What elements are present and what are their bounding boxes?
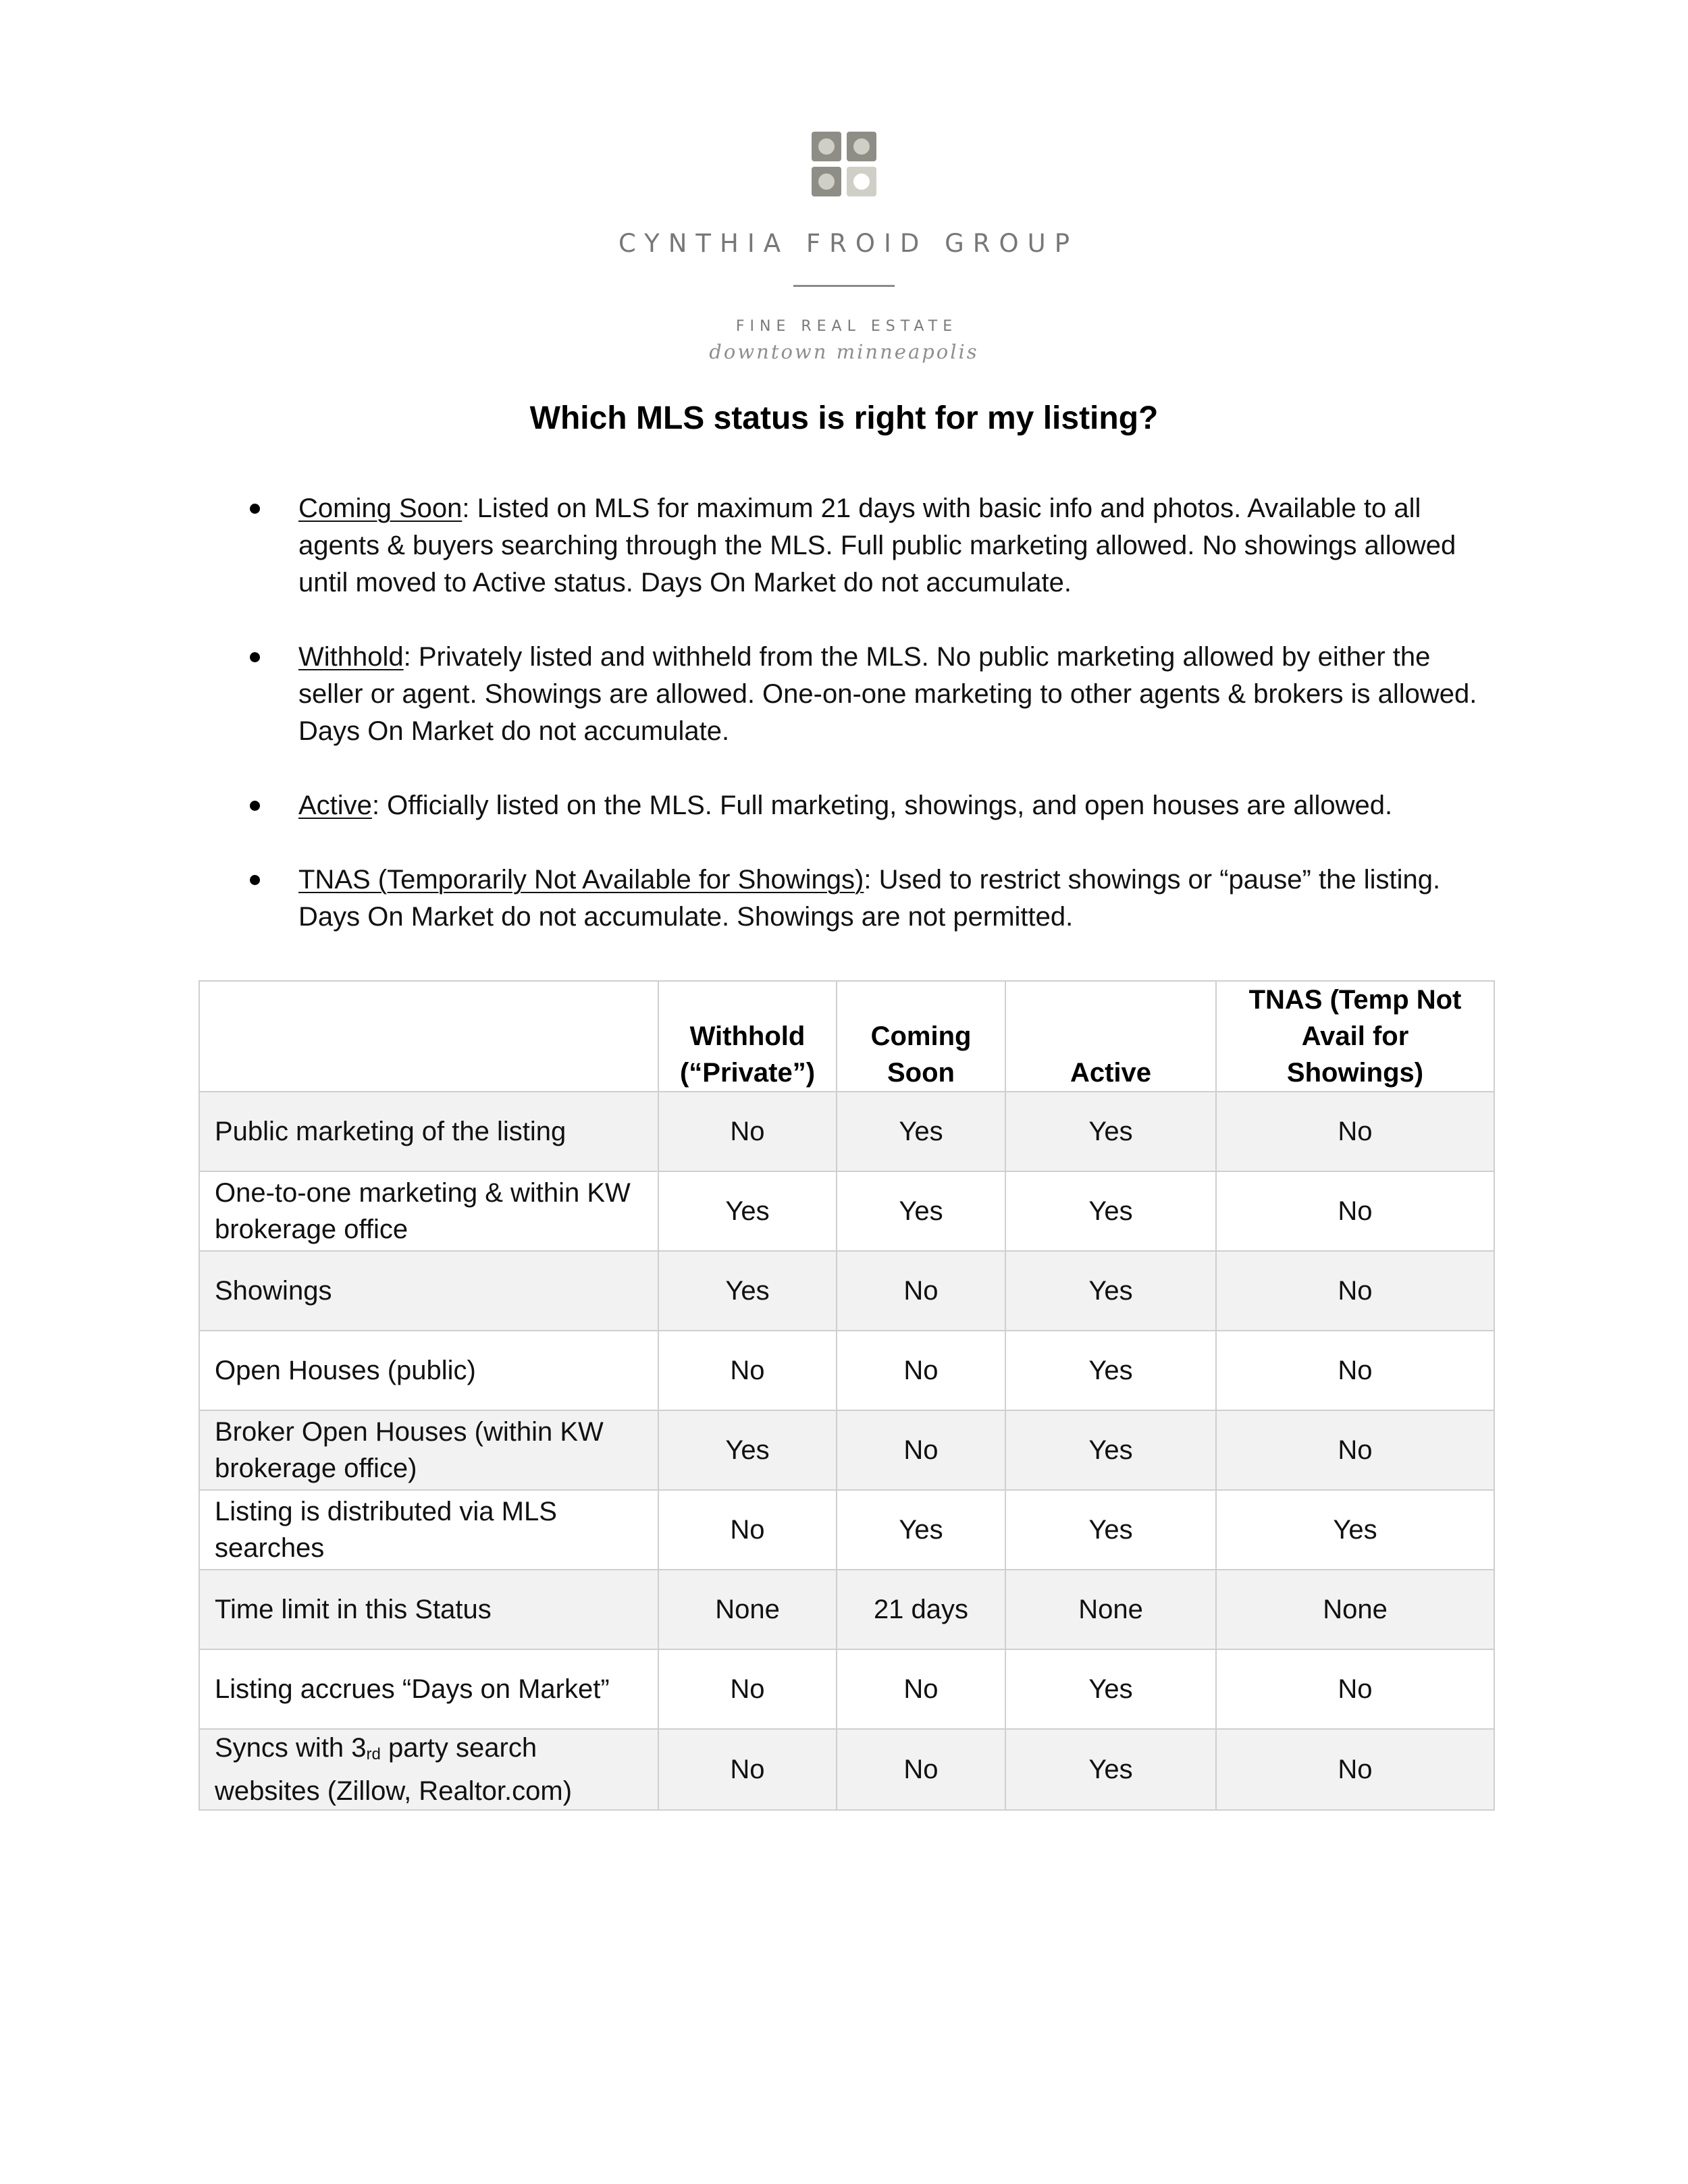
bullet-item-coming-soon (298, 490, 1500, 602)
table-cell: No (1216, 1410, 1494, 1490)
row-label-part: Syncs with 3 (215, 1733, 367, 1763)
table-row (199, 1251, 1494, 1331)
status-definitions-list (298, 490, 1500, 973)
column-header-tnas (1216, 981, 1494, 1092)
table-cell: No (837, 1331, 1005, 1410)
table-row (199, 1490, 1494, 1570)
table-cell: No (1216, 1092, 1494, 1171)
table-cell: No (658, 1331, 837, 1410)
table-cell: Yes (1005, 1171, 1216, 1251)
table-cell: Yes (1216, 1490, 1494, 1570)
bullet-text: : Officially listed on the MLS. Full marketing, showings, and open houses are allowed. (371, 791, 1393, 820)
bullet-item-active (298, 787, 1500, 824)
row-label: Listing is distributed via MLS searches (199, 1490, 658, 1570)
row-label: Open Houses (public) (199, 1331, 658, 1410)
bullet-item-withhold (298, 639, 1500, 750)
header-line: TNAS (Temp Not (1248, 985, 1462, 1015)
table-row (199, 1410, 1494, 1490)
row-label (199, 1729, 658, 1810)
table-cell: No (658, 1092, 837, 1171)
column-header-withhold (658, 981, 837, 1092)
table-header-empty (199, 981, 658, 1092)
column-header-coming-soon (837, 981, 1005, 1092)
table-cell: Yes (658, 1171, 837, 1251)
header-line: Soon (887, 1058, 955, 1088)
table-cell: Yes (1005, 1092, 1216, 1171)
table-cell: No (837, 1649, 1005, 1729)
table-cell: Yes (1005, 1331, 1216, 1410)
table-cell: None (1216, 1570, 1494, 1649)
bullet-dot-icon (250, 875, 260, 885)
company-logo (0, 132, 1688, 363)
bullet-term: Withhold (298, 642, 404, 672)
row-label: Listing accrues “Days on Market” (199, 1649, 658, 1729)
logo-tagline: FINE REAL ESTATE (735, 318, 958, 335)
table-header-row (199, 981, 1494, 1092)
table-cell: No (1216, 1251, 1494, 1331)
header-line: Withhold (689, 1021, 806, 1051)
logo-divider (793, 285, 895, 287)
table-cell: Yes (1005, 1410, 1216, 1490)
header-line: (“Private”) (679, 1058, 816, 1088)
table-cell: No (837, 1251, 1005, 1331)
table-cell: Yes (658, 1251, 837, 1331)
column-header-active (1005, 981, 1216, 1092)
table-row (199, 1331, 1494, 1410)
table-cell: No (658, 1649, 837, 1729)
bullet-text: : Used to restrict showings or “pause” the listing. Days On Market do not accumulate. Showings are not permitted. (298, 865, 1441, 932)
row-label: Showings (199, 1251, 658, 1331)
table-cell: No (658, 1490, 837, 1570)
table-row (199, 1729, 1494, 1810)
bullet-dot-icon (250, 801, 260, 811)
four-squares-logo-icon (812, 132, 876, 196)
logo-script-text: downtown minneapolis (709, 340, 979, 363)
table-cell: Yes (837, 1092, 1005, 1171)
table-cell: No (1216, 1649, 1494, 1729)
table-cell: Yes (658, 1410, 837, 1490)
table-cell: Yes (1005, 1729, 1216, 1810)
table-row (199, 1092, 1494, 1171)
header-line: Active (1070, 1058, 1152, 1088)
table-row (199, 1570, 1494, 1649)
header-line: Coming (870, 1021, 972, 1051)
bullet-dot-icon (250, 504, 260, 514)
row-label: Time limit in this Status (199, 1570, 658, 1649)
row-label: Broker Open Houses (within KW brokerage office) (199, 1410, 658, 1490)
status-comparison-table (199, 980, 1495, 1811)
row-label: Public marketing of the listing (199, 1092, 658, 1171)
table-row (199, 1649, 1494, 1729)
table-cell: Yes (1005, 1649, 1216, 1729)
table-cell: Yes (1005, 1251, 1216, 1331)
table-cell: None (658, 1570, 837, 1649)
header-line: Avail for Showings) (1286, 1021, 1424, 1088)
table-cell: No (1216, 1171, 1494, 1251)
table-cell: None (1005, 1570, 1216, 1649)
page-title: Which MLS status is right for my listing? (529, 400, 1159, 436)
bullet-text: : Listed on MLS for maximum 21 days with basic info and photos. Available to all agents & buyers searching through the MLS. Full public marketing allowed. No showings allowed until moved to Active status. Days On Market do not accumulate. (298, 494, 1456, 597)
table-cell: No (1216, 1331, 1494, 1410)
table-cell: Yes (837, 1490, 1005, 1570)
table-cell: 21 days (837, 1570, 1005, 1649)
bullet-term: TNAS (Temporarily Not Available for Showings) (298, 865, 864, 895)
bullet-term: Coming Soon (298, 494, 463, 523)
row-label-part: party search websites (Zillow, Realtor.com) (215, 1733, 573, 1806)
ordinal-suffix: rd (366, 1745, 381, 1763)
bullet-dot-icon (250, 652, 260, 662)
bullet-term: Active (298, 791, 372, 820)
row-label: One-to-one marketing & within KW brokerage office (199, 1171, 658, 1251)
bullet-item-tnas (298, 861, 1500, 936)
logo-company-name: CYNTHIA FROID GROUP (618, 229, 1079, 258)
table-cell: No (658, 1729, 837, 1810)
table-cell: Yes (837, 1171, 1005, 1251)
table-cell: Yes (1005, 1490, 1216, 1570)
table-cell: No (1216, 1729, 1494, 1810)
bullet-text: : Privately listed and withheld from the MLS. No public marketing allowed by either the seller or agent. Showings are allowed. One-on-one marketing to other agents & brokers is allowed. Days On Market do not accumulate. (298, 642, 1477, 746)
table-cell: No (837, 1410, 1005, 1490)
table-cell: No (837, 1729, 1005, 1810)
table-row (199, 1171, 1494, 1251)
